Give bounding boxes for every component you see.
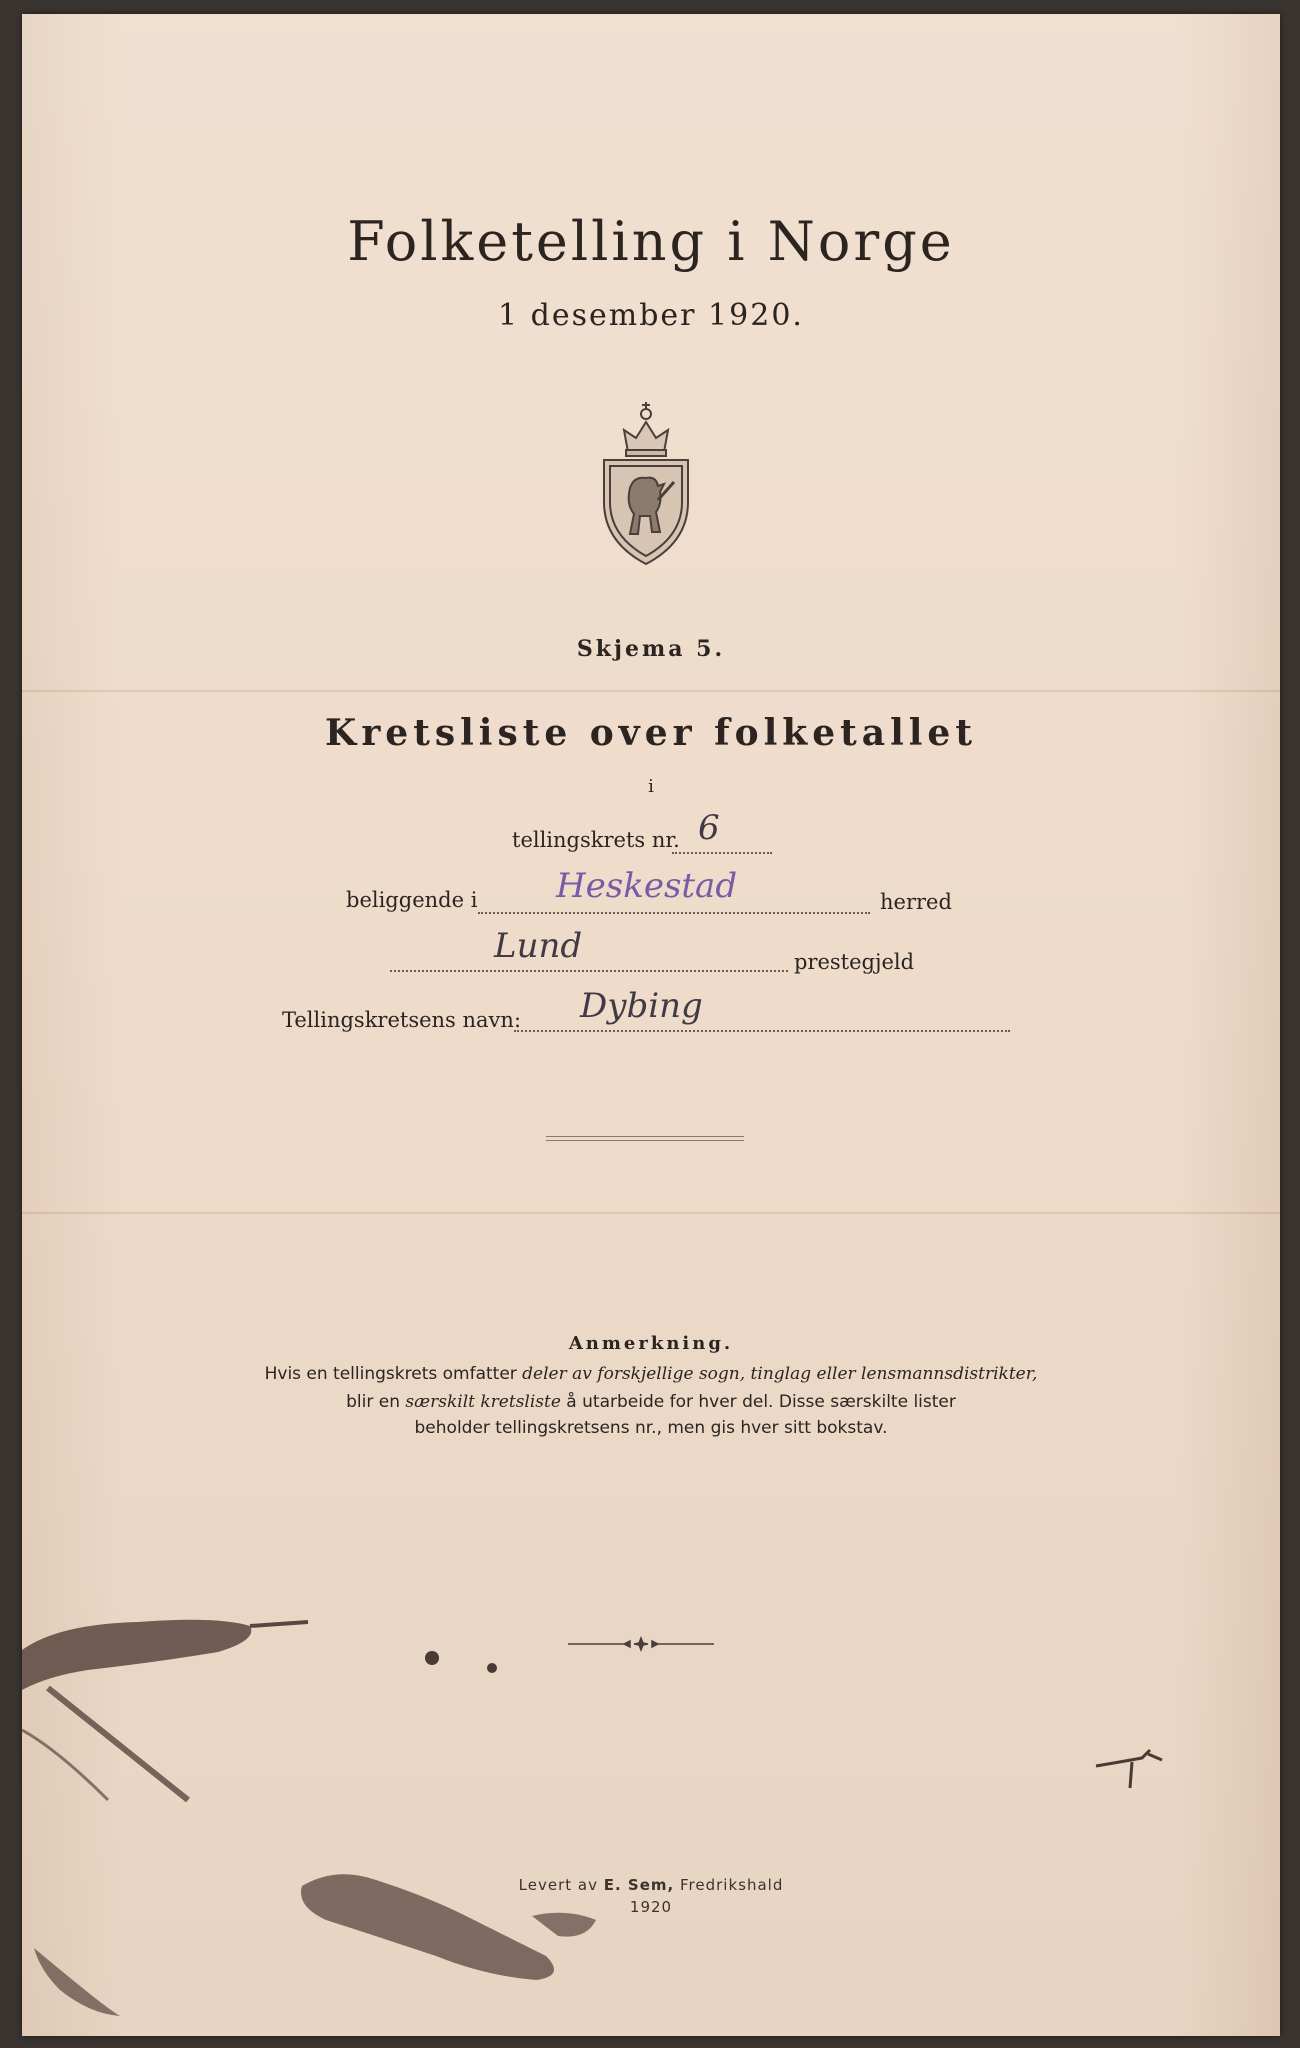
ink-mark-icon — [1090, 1736, 1170, 1796]
herred-label: herred — [880, 890, 952, 914]
form-heading: Kretsliste over folketallet — [325, 712, 977, 754]
note-line-2 — [22, 1392, 1280, 1412]
printer-text: Fredrikshald — [674, 1876, 784, 1894]
note-text: å utarbeide for hver del. Disse særskilte lister — [560, 1392, 956, 1412]
note-line-1 — [22, 1364, 1280, 1384]
ink-stain-icon — [296, 1856, 616, 1986]
divider-rule — [546, 1136, 744, 1137]
ink-stain-icon — [18, 1610, 318, 1810]
note-text: blir en — [346, 1392, 406, 1412]
norwegian-coat-of-arms-icon — [598, 392, 694, 568]
ornament-divider-icon — [566, 1636, 716, 1652]
document-title: Folketelling i Norge — [347, 210, 955, 273]
krets-label: tellingskrets nr. — [512, 828, 680, 852]
note-text: Hvis en tellingskrets omfatter — [264, 1364, 523, 1384]
printer-text: Levert av — [518, 1876, 604, 1894]
paper-fold-line — [22, 1212, 1280, 1214]
herred-name-handwritten: Heskestad — [556, 866, 738, 906]
note-heading: Anmerkning. — [568, 1333, 734, 1354]
printer-credit — [22, 1876, 1280, 1894]
schema-number: Skjema 5. — [576, 636, 726, 662]
prestegjeld-label: prestegjeld — [794, 950, 915, 974]
prestegjeld-name-handwritten: Lund — [494, 926, 583, 966]
connector-word: i — [648, 776, 654, 797]
krets-navn-handwritten: Dybing — [580, 986, 703, 1026]
note-text-italic: særskilt kretsliste — [405, 1392, 561, 1412]
prestegjeld-dotted-line — [390, 970, 788, 972]
krets-dotted-line — [672, 852, 772, 854]
note-text-italic: deler av forskjellige sogn, tinglag eller lensmannsdistrikter, — [522, 1364, 1038, 1384]
herred-dotted-line — [478, 912, 870, 914]
printer-name: E. Sem, — [603, 1876, 675, 1894]
divider-rule — [546, 1140, 744, 1141]
krets-number-handwritten: 6 — [698, 808, 720, 848]
print-year: 1920 — [629, 1898, 673, 1916]
ink-spot-icon — [418, 1644, 508, 1684]
note-line-3: beholder tellingskretsens nr., men gis hver sitt bokstav. — [414, 1418, 888, 1438]
ink-stain-icon — [30, 1940, 130, 2020]
paper-fold-line — [22, 690, 1280, 692]
beliggende-label: beliggende i — [346, 888, 478, 912]
krets-navn-label: Tellingskretsens navn: — [282, 1008, 522, 1032]
krets-navn-dotted-line — [514, 1030, 1010, 1032]
census-date: 1 desember 1920. — [498, 298, 804, 333]
